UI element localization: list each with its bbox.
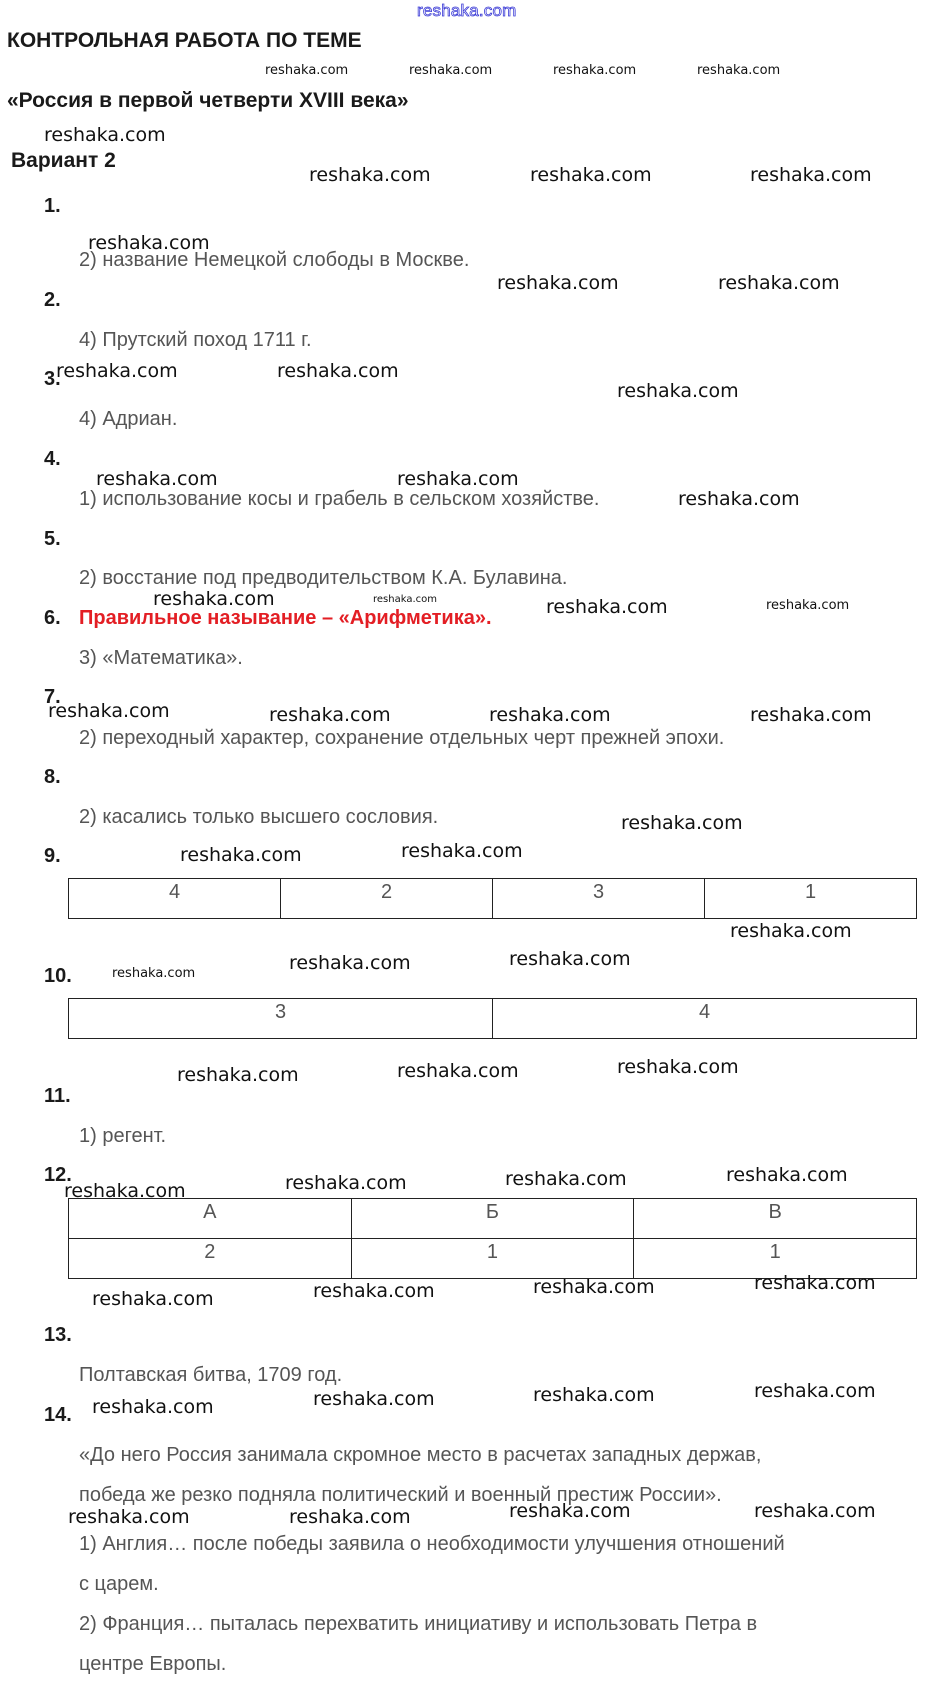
watermark: reshaka.com [48,700,170,722]
watermark: reshaka.com [509,948,631,970]
table-cell: 1 [351,1239,634,1279]
table-cell: 1 [705,879,917,919]
answer-text: 2) касались только высшего сословия. [79,806,439,828]
watermark: reshaka.com [533,1276,655,1298]
watermark: reshaka.com [289,952,411,974]
watermark: reshaka.com [64,1180,186,1202]
watermark: reshaka.com [285,1172,407,1194]
watermark: reshaka.com [617,1056,739,1078]
answer-text: 1) регент. [79,1125,167,1147]
answer-text: Полтавская битва, 1709 год. [79,1364,343,1386]
watermark: reshaka.com [153,588,275,610]
question-number: 1. [44,195,61,217]
watermark: reshaka.com [718,272,840,294]
page-subtitle: «Россия в первой четверти XVIII века» [7,89,409,112]
question-number: 4. [44,448,61,470]
watermark: reshaka.com [754,1272,876,1294]
watermark: reshaka.com [56,360,178,382]
highlight-note: Правильное называние – «Арифметика». [79,607,492,629]
question-number: 10. [44,965,72,987]
watermark: reshaka.com [726,1164,848,1186]
watermark: reshaka.com [92,1288,214,1310]
watermark: reshaka.com [92,1396,214,1418]
watermark: reshaka.com [546,596,668,618]
watermark: reshaka.com [269,704,391,726]
question-number: 12. [44,1164,72,1186]
watermark: reshaka.com [489,704,611,726]
watermark: reshaka.com [401,840,523,862]
table-header-cell: Б [351,1199,634,1239]
answer-text: 4) Прутский поход 1711 г. [79,329,312,351]
watermark: reshaka.com [397,1060,519,1082]
table-header-cell: А [69,1199,352,1239]
table-header-cell: В [634,1199,917,1239]
watermark: reshaka.com [373,594,437,605]
watermark: reshaka.com [530,164,652,186]
watermark: reshaka.com [96,468,218,490]
question-number: 11. [44,1085,71,1107]
answer-line: 2) Франция… пыталась перехватить инициативу и использовать Петра в [79,1613,758,1635]
question-number: 14. [44,1404,72,1426]
watermark: reshaka.com [397,468,519,490]
answer-line: «До него Россия занимала скромное место в расчетах западных держав, [79,1444,762,1466]
watermark: reshaka.com [497,272,619,294]
answer-table-q10 [68,998,917,1039]
question-number: 3. [44,368,61,390]
watermark: reshaka.com [313,1280,435,1302]
watermark: reshaka.com [730,920,852,942]
watermark: reshaka.com [409,63,493,78]
watermark: reshaka.com [309,164,431,186]
question-number: 9. [44,845,61,867]
answer-text: 2) восстание под предводительством К.А. Булавина. [79,567,568,589]
watermark: reshaka.com [177,1064,299,1086]
watermark: reshaka.com [678,488,800,510]
answer-line: победа же резко подняла политический и военный престиж России». [79,1484,722,1506]
watermark: reshaka.com [509,1500,631,1522]
watermark: reshaka.com [750,704,872,726]
table-cell: 2 [281,879,493,919]
table-cell: 1 [634,1239,917,1279]
watermark: reshaka.com [697,63,781,78]
answer-line: с царем. [79,1573,159,1595]
watermark: reshaka.com [112,966,196,981]
answer-text: 2) название Немецкой слободы в Москве. [79,249,470,271]
question-number: 6. [44,607,61,629]
question-number: 5. [44,528,61,550]
question-number: 13. [44,1324,72,1346]
watermark: reshaka.com [180,844,302,866]
site-link[interactable]: reshaka.com [417,1,517,20]
table-cell: 4 [69,879,281,919]
answer-text: 1) использование косы и грабель в сельском хозяйстве. [79,488,600,510]
answer-table-q9 [68,878,917,919]
table-cell: 3 [493,879,705,919]
question-number: 8. [44,766,61,788]
variant-label: Вариант 2 [11,149,116,172]
answer-text: 4) Адриан. [79,408,178,430]
watermark: reshaka.com [289,1506,411,1528]
watermark: reshaka.com [277,360,399,382]
question-number: 7. [44,686,61,708]
watermark: reshaka.com [754,1500,876,1522]
answer-text: 3) «Математика». [79,647,243,669]
answer-line: центре Европы. [79,1653,227,1675]
watermark: reshaka.com [533,1384,655,1406]
watermark: reshaka.com [750,164,872,186]
watermark: reshaka.com [553,63,637,78]
watermark: reshaka.com [754,1380,876,1402]
answer-table-q12 [68,1198,917,1279]
watermark: reshaka.com [505,1168,627,1190]
watermark: reshaka.com [68,1506,190,1528]
answer-text: 2) переходный характер, сохранение отдельных черт прежней эпохи. [79,727,725,749]
watermark: reshaka.com [44,124,166,146]
watermark: reshaka.com [313,1388,435,1410]
question-number: 2. [44,289,61,311]
watermark: reshaka.com [265,63,349,78]
answer-line: 1) Англия… после победы заявила о необходимости улучшения отношений [79,1533,785,1555]
table-cell: 2 [69,1239,352,1279]
watermark: reshaka.com [621,812,743,834]
page-title: КОНТРОЛЬНАЯ РАБОТА ПО ТЕМЕ [7,29,362,52]
table-cell: 4 [493,999,917,1039]
watermark: reshaka.com [617,380,739,402]
table-cell: 3 [69,999,493,1039]
watermark: reshaka.com [88,232,210,254]
watermark: reshaka.com [766,598,850,613]
